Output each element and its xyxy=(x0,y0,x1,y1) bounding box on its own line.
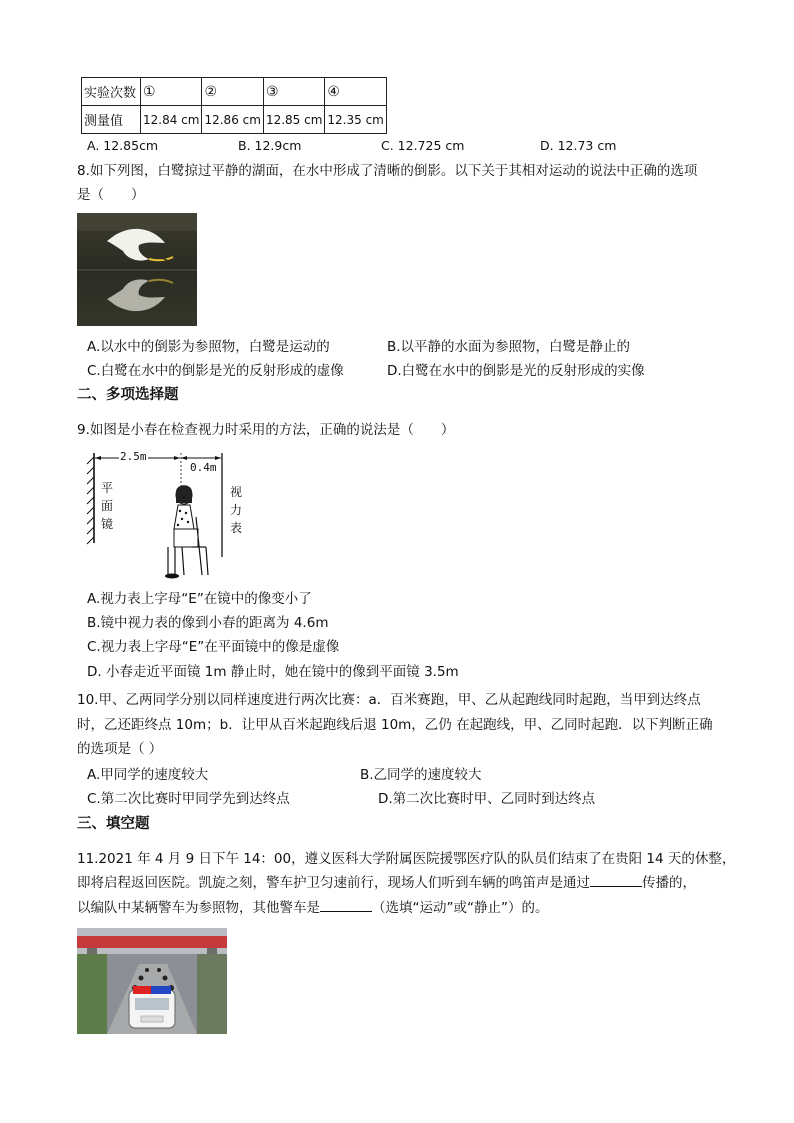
q7-option-d[interactable]: D. 12.73 cm xyxy=(540,138,617,153)
q11-stem-line2: 即将启程返回医院。凯旋之刻，警车护卫匀速前行，现场人们听到车辆的鸣笛声是通过 传播的， xyxy=(77,871,696,895)
label-chart-distance: 0.4m xyxy=(190,461,217,474)
q8-stem-line2: 是（ ） xyxy=(77,187,145,203)
label-mirror-distance: 2.5m xyxy=(120,450,147,463)
q11-stem-line3: 以编队中某辆警车为参照物，其他警车是 （选填“运动”或“静止”）的。 xyxy=(77,896,548,920)
table-cell: ① xyxy=(141,78,202,106)
answer-blank-1[interactable] xyxy=(590,872,642,887)
table-cell: ④ xyxy=(325,78,386,106)
q9-option-b[interactable]: B.镜中视力表的像到小春的距离为 4.6m xyxy=(87,615,329,631)
table-cell: 12.84 cm xyxy=(141,106,202,134)
table-cell: 12.35 cm xyxy=(325,106,386,134)
q9-option-c[interactable]: C.视力表上字母“E”在平面镜中的像是虚像 xyxy=(87,639,340,655)
table-cell: ② xyxy=(202,78,263,106)
table-cell: 测量值 xyxy=(82,106,141,134)
section-heading-multiple-choice: 二、多项选择题 xyxy=(77,387,179,403)
q10-option-d[interactable]: D.第二次比赛时甲、乙同时到达终点 xyxy=(378,791,596,807)
q10-option-a[interactable]: A.甲同学的速度较大 xyxy=(87,767,209,783)
q7-option-a[interactable]: A. 12.85cm xyxy=(87,138,159,153)
q8-option-a[interactable]: A.以水中的倒影为参照物，白鹭是运动的 xyxy=(87,339,330,355)
measurement-table xyxy=(81,77,387,134)
table-row xyxy=(82,106,387,134)
q9-option-d[interactable]: D. 小春走近平面镜 1m 静止时，她在镜中的像到平面镜 3.5m xyxy=(87,664,459,680)
q9-option-a[interactable]: A.视力表上字母“E”在镜中的像变小了 xyxy=(87,591,312,607)
q10-option-b[interactable]: B.乙同学的速度较大 xyxy=(360,767,482,783)
egret-photo xyxy=(77,213,197,326)
police-escort-photo xyxy=(77,928,227,1034)
q7-option-c[interactable]: C. 12.725 cm xyxy=(381,138,465,153)
table-cell: 12.86 cm xyxy=(202,106,263,134)
q8-stem-line1: 8.如下列图，白鹭掠过平静的湖面，在水中形成了清晰的倒影。以下关于其相对运动的说法中正确的选项 xyxy=(77,163,698,179)
eye-test-diagram xyxy=(80,447,260,582)
q10-stem-line2: 时，乙还距终点 10m；b．让甲从百米起跑线后退 10m，乙仍 在起跑线，甲、乙同时起跑．以下判断正确 xyxy=(77,717,713,733)
q8-option-d[interactable]: D.白鹭在水中的倒影是光的反射形成的实像 xyxy=(387,363,645,379)
q10-stem-line1: 10.甲、乙两同学分别以同样速度进行两次比赛：a．百米赛跑，甲、乙从起跑线同时起跑，当甲到达终点 xyxy=(77,692,701,708)
label-mirror: 平 面 镜 xyxy=(101,481,114,531)
q7-option-b[interactable]: B. 12.9cm xyxy=(238,138,302,153)
q10-stem-line3: 的选项是（ ） xyxy=(77,741,163,757)
q8-option-b[interactable]: B.以平静的水面为参照物，白鹭是静止的 xyxy=(387,339,631,355)
table-cell: ③ xyxy=(263,78,324,106)
answer-blank-2[interactable] xyxy=(320,897,372,912)
table-row xyxy=(82,78,387,106)
q11-stem-line1: 11.2021 年 4 月 9 日下午 14：00，遵义医科大学附属医院援鄂医疗队的队员们结束了在贵阳 14 天的休整， xyxy=(77,851,736,867)
section-heading-fill-in: 三、填空题 xyxy=(77,816,150,832)
table-cell: 实验次数 xyxy=(82,78,141,106)
label-eye-chart: 视 力 表 xyxy=(230,485,243,535)
q10-option-c[interactable]: C.第二次比赛时甲同学先到达终点 xyxy=(87,791,290,807)
q9-stem: 9.如图是小春在检查视力时采用的方法，正确的说法是（ ） xyxy=(77,422,455,438)
table-cell: 12.85 cm xyxy=(263,106,324,134)
q8-option-c[interactable]: C.白鹭在水中的倒影是光的反射形成的虚像 xyxy=(87,363,344,379)
